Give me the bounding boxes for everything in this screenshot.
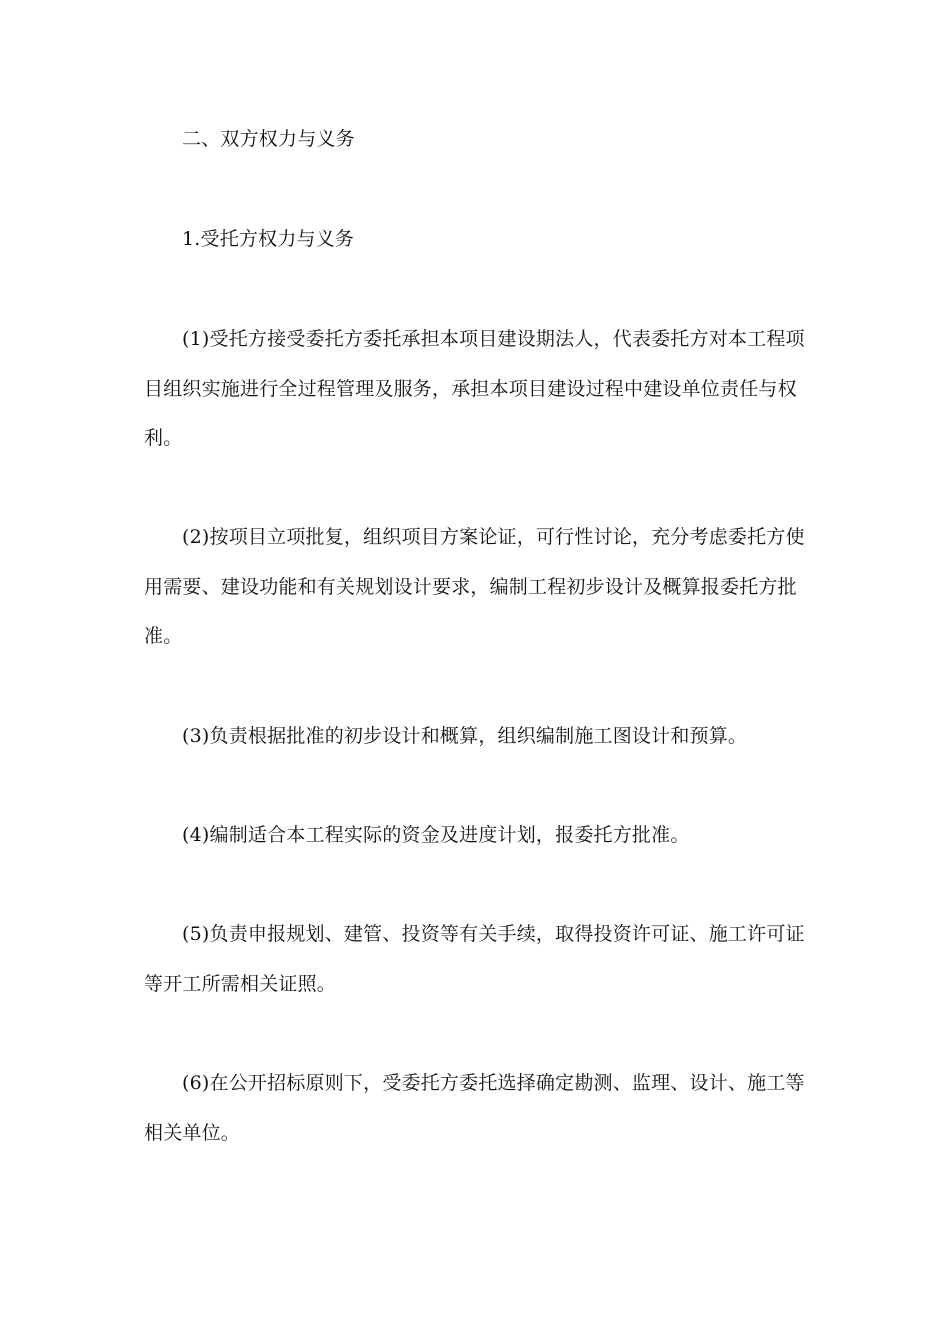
paragraph-line: (2)按项目立项批复，组织项目方案论证，可行性讨论，充分考虑委托方使 (182, 526, 805, 548)
paragraph-line: (3)负责根据批准的初步设计和概算，组织编制施工图设计和预算。 (182, 725, 748, 747)
paragraph-line: 用需要、建设功能和有关规划设计要求，编制工程初步设计及概算报委托方批 (144, 576, 797, 598)
paragraph-line: 等开工所需相关证照。 (144, 973, 337, 995)
paragraph-line: (4)编制适合本工程实际的资金及进度计划，报委托方批准。 (182, 824, 690, 846)
section-heading: 二、双方权力与义务 (182, 128, 355, 150)
paragraph-line: 目组织实施进行全过程管理及服务，承担本项目建设过程中建设单位责任与权 (144, 378, 797, 400)
paragraph-line: 相关单位。 (144, 1122, 241, 1144)
paragraph-line: (5)负责申报规划、建管、投资等有关手续，取得投资许可证、施工许可证 (182, 923, 805, 945)
paragraph-line: 准。 (144, 625, 183, 647)
subsection-heading: 1.受托方权力与义务 (182, 228, 355, 250)
paragraph-line: 利。 (144, 427, 183, 449)
paragraph-line: (6)在公开招标原则下，受委托方委托选择确定勘测、监理、设计、施工等 (182, 1072, 805, 1094)
paragraph-line: (1)受托方接受委托方委托承担本项目建设期法人，代表委托方对本工程项 (182, 328, 805, 350)
